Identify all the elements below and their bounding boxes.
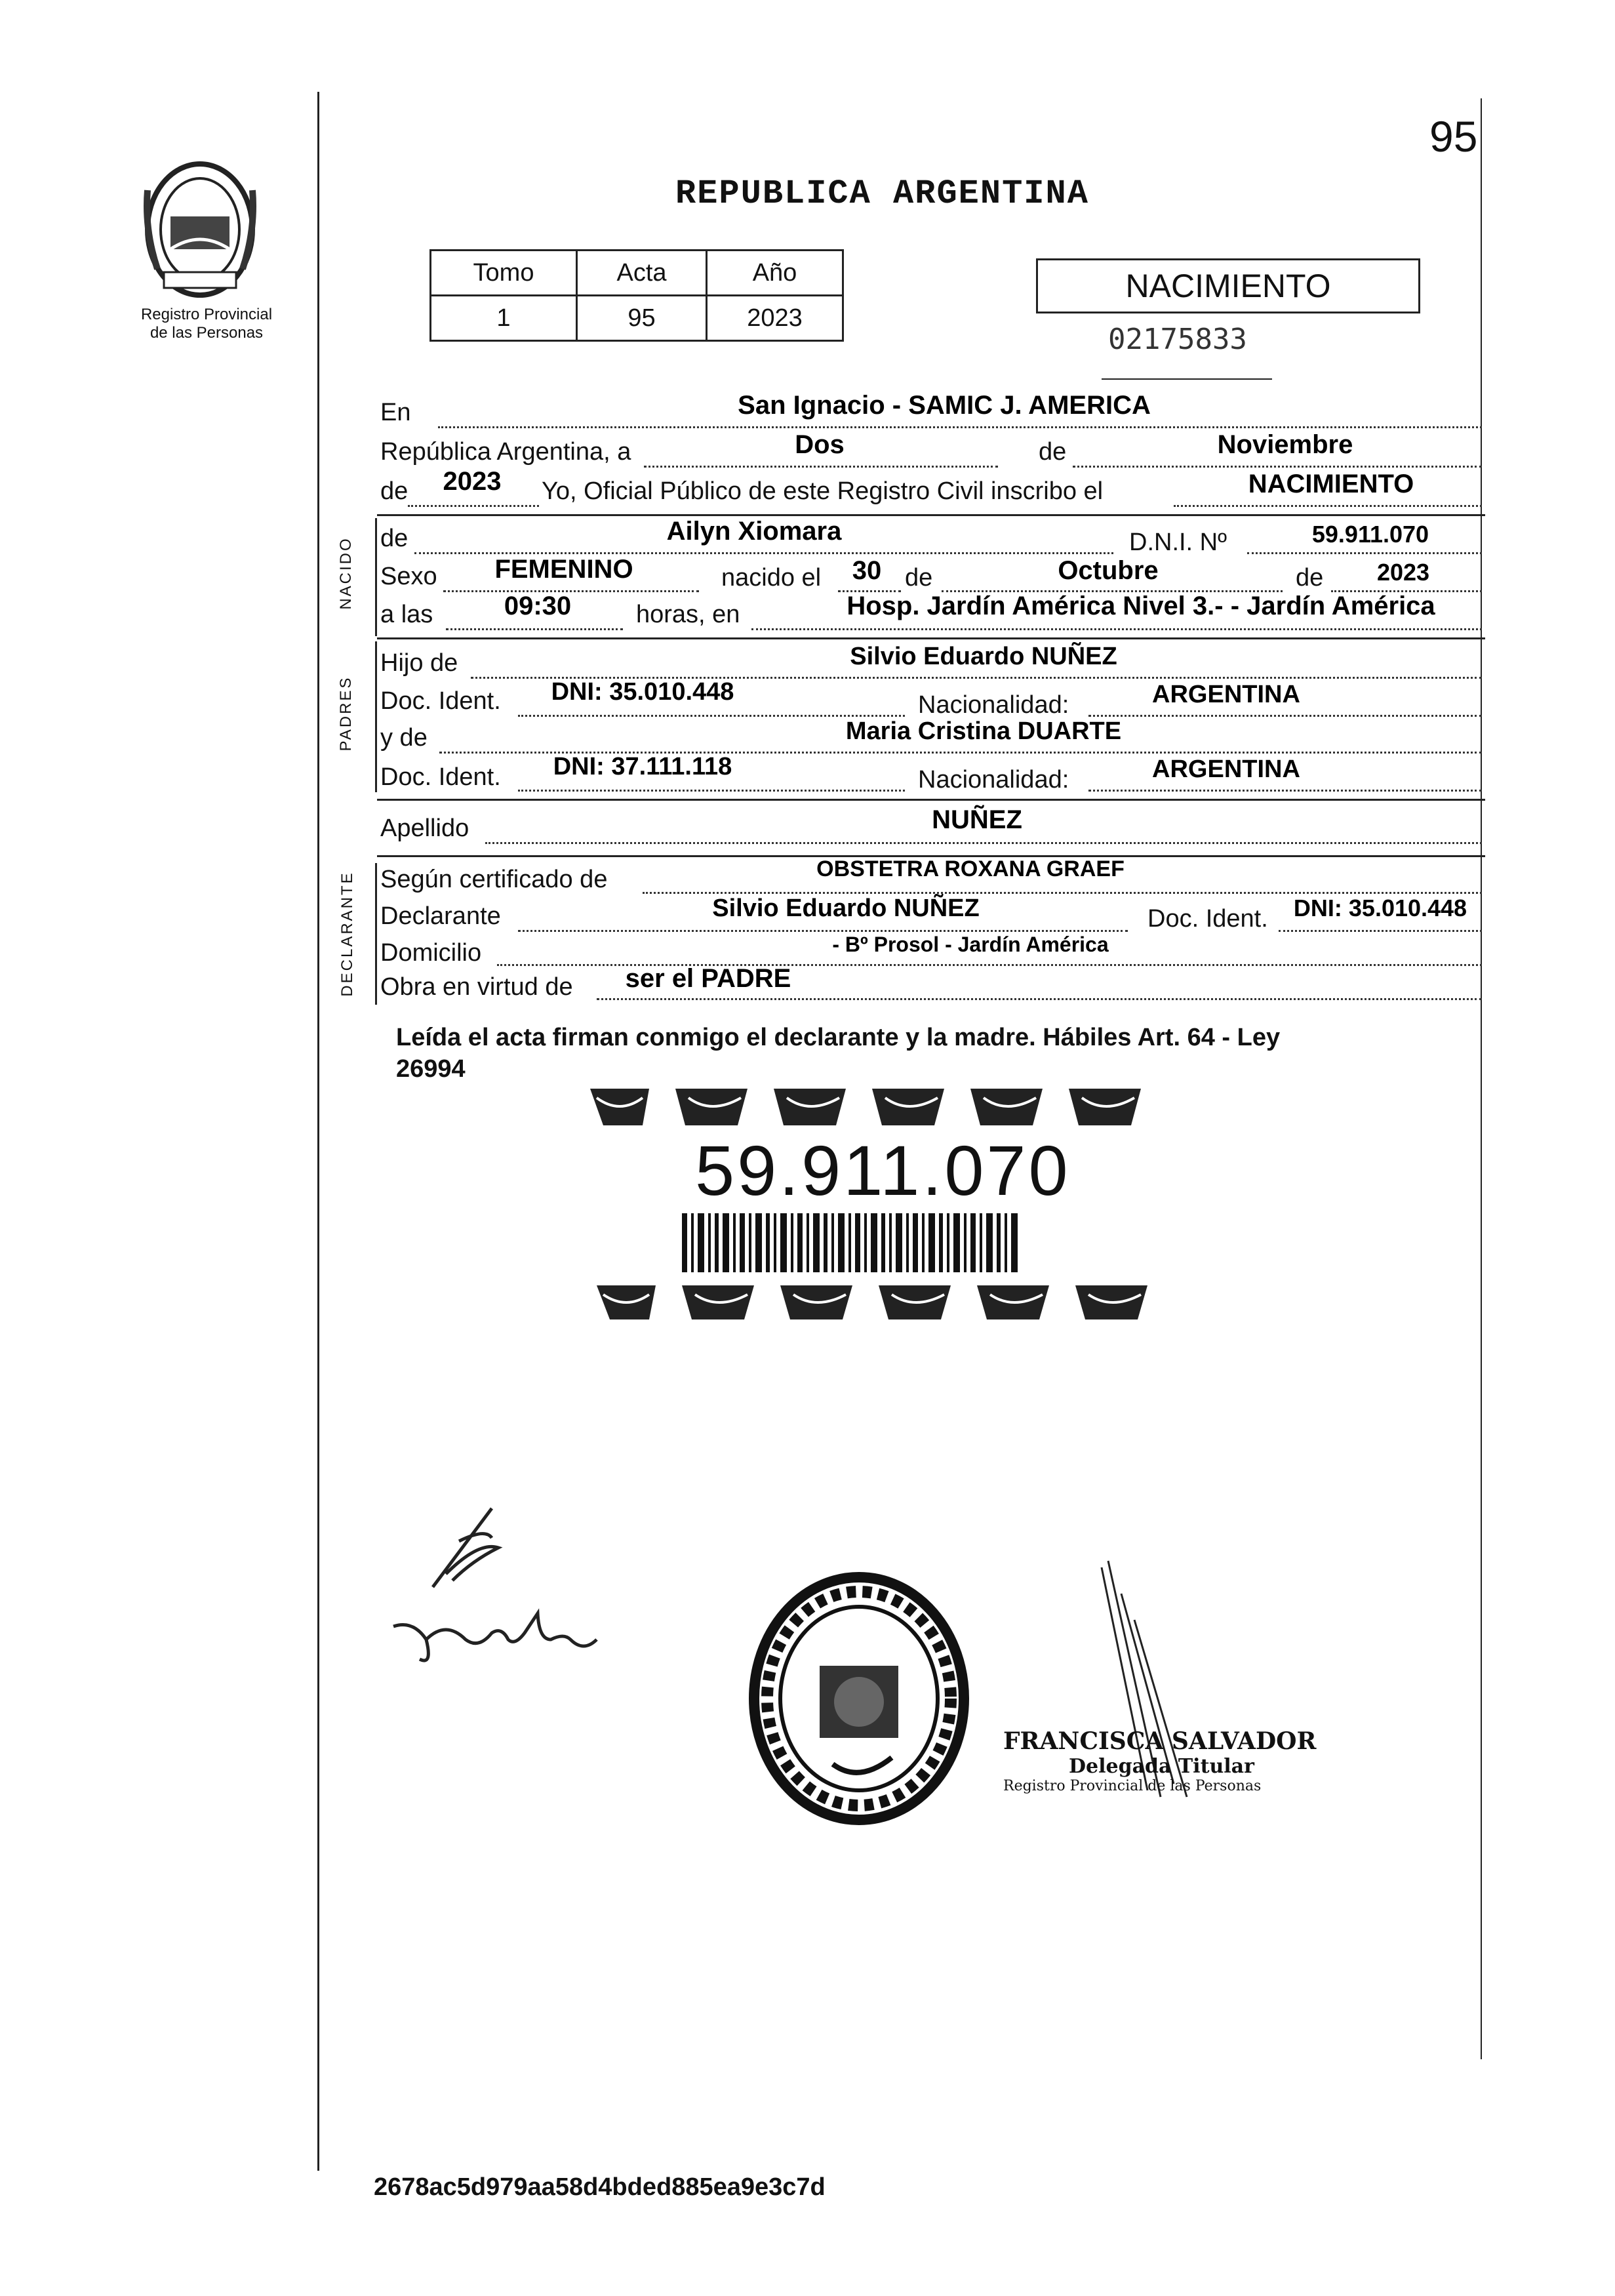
- dia-value: Dos: [795, 430, 845, 459]
- closing-note-line-1: Leída el acta firman conmigo el declarante y la madre. Hábiles Art. 64 - Ley: [396, 1024, 1281, 1051]
- dni-stamp-number: 59.911.070: [695, 1131, 1071, 1210]
- acta-header: Acta: [577, 251, 707, 296]
- alas-label: a las: [380, 601, 433, 628]
- dni-line: [1247, 552, 1482, 554]
- decl-doc-value: DNI: 35.010.448: [1293, 895, 1467, 921]
- padre-nac-line: [1088, 715, 1482, 717]
- stamp-pattern-top: [590, 1082, 1180, 1132]
- nacido-bracket: [375, 518, 377, 636]
- padre-doc-label: Doc. Ident.: [380, 687, 501, 715]
- decl-label: Declarante: [380, 902, 501, 930]
- en-value: San Ignacio - SAMIC J. AMERICA: [738, 391, 1151, 420]
- divider-3: [377, 799, 1485, 801]
- sexo-label: Sexo: [380, 563, 437, 590]
- signatory-name: FRANCISCA SALVADOR: [1003, 1727, 1317, 1755]
- padre-nac-label: Nacionalidad:: [918, 691, 1069, 719]
- serial-underline: [1102, 378, 1272, 380]
- hora-value: 09:30: [504, 592, 572, 620]
- decl-doc-line: [1279, 930, 1482, 932]
- de2-label: de: [1296, 564, 1324, 592]
- oficial-text: Yo, Oficial Público de este Registro Civil inscribo el: [542, 477, 1104, 505]
- page-number: 95: [1429, 112, 1478, 161]
- madre-doc-label: Doc. Ident.: [380, 763, 501, 791]
- madre-doc-line: [518, 790, 905, 792]
- nacido-de-label: de: [380, 525, 409, 552]
- registry-line-1: Registro Provincial: [140, 306, 273, 323]
- en-line: [438, 426, 1482, 428]
- signatory-block: [1003, 1727, 1357, 1794]
- decl-doc-label: Doc. Ident.: [1147, 905, 1268, 933]
- lugar-value: Hosp. Jardín América Nivel 3.- - Jardín América: [847, 592, 1435, 620]
- obra-label: Obra en virtud de: [380, 973, 573, 1001]
- signatory-role: Delegada Titular: [1069, 1755, 1254, 1778]
- barcode: [682, 1213, 1023, 1272]
- anio-value: 2023: [707, 296, 843, 341]
- madre-nac-value: ARGENTINA: [1152, 755, 1300, 783]
- signature-declarante: [420, 1502, 511, 1594]
- en-label: En: [380, 399, 411, 426]
- record-type-box: [1036, 258, 1420, 313]
- left-margin-line: [317, 92, 319, 2171]
- divider-2: [377, 637, 1485, 639]
- apellido-value: NUÑEZ: [932, 805, 1022, 834]
- nombre-line: [414, 552, 1113, 554]
- stamp-pattern-bottom: [597, 1279, 1187, 1326]
- misiones-logo: [131, 151, 269, 302]
- nombre-value: Ailyn Xiomara: [666, 517, 842, 546]
- dia-nac-value: 30: [852, 556, 882, 585]
- padre-doc-value: DNI: 35.010.448: [551, 678, 734, 706]
- anio-line: [408, 505, 539, 507]
- signatory-org: Registro Provincial de las Personas: [1003, 1778, 1262, 1794]
- declarante-bracket: [375, 863, 377, 1005]
- dom-label: Domicilio: [380, 939, 482, 967]
- sexo-value: FEMENINO: [494, 555, 633, 584]
- registry-name: [118, 306, 295, 342]
- closing-note-line-2: 26994: [396, 1055, 466, 1083]
- tomo-header: Tomo: [431, 251, 577, 296]
- nacido-side-label: NACIDO: [337, 536, 355, 610]
- inscribe-line: [1174, 505, 1482, 507]
- anio-header: Año: [707, 251, 843, 296]
- divider-1: [377, 514, 1485, 516]
- acta-value: 95: [577, 296, 707, 341]
- hijo-label: Hijo de: [380, 649, 458, 677]
- de1-label: de: [905, 564, 933, 592]
- yde-label: y de: [380, 724, 428, 752]
- decl-line: [518, 930, 1128, 932]
- nacido-el-label: nacido el: [721, 564, 822, 592]
- apellido-line: [485, 842, 1482, 844]
- mes-nac-value: Octubre: [1058, 556, 1159, 585]
- page-title: REPUBLICA ARGENTINA: [675, 174, 1089, 213]
- dia-line: [644, 466, 998, 468]
- mes-line: [1073, 466, 1482, 468]
- padre-value: Silvio Eduardo NUÑEZ: [850, 643, 1117, 670]
- de-label: de: [1039, 438, 1067, 466]
- dom-value: - Bº Prosol - Jardín América: [832, 933, 1109, 956]
- anio-prefix: de: [380, 477, 409, 505]
- padres-side-label: PADRES: [337, 675, 355, 752]
- madre-doc-value: DNI: 37.111.118: [553, 753, 732, 780]
- anio-nac-value: 2023: [1376, 559, 1430, 586]
- madre-nac-line: [1088, 790, 1482, 792]
- serial-number: 02175833: [1108, 323, 1247, 356]
- hora-line: [446, 628, 623, 630]
- obra-value: ser el PADRE: [625, 964, 791, 993]
- obra-line: [597, 998, 1482, 1000]
- tomo-value: 1: [431, 296, 577, 341]
- padre-nac-value: ARGENTINA: [1152, 681, 1300, 708]
- padre-doc-line: [518, 715, 905, 717]
- decl-value: Silvio Eduardo NUÑEZ: [712, 895, 980, 922]
- anio-value: 2023: [443, 467, 502, 496]
- dni-value: 59.911.070: [1311, 521, 1429, 548]
- lugar-line: [751, 628, 1482, 630]
- madre-value: Maria Cristina DUARTE: [845, 717, 1122, 745]
- republica-label: República Argentina, a: [380, 438, 631, 466]
- mes-value: Noviembre: [1217, 430, 1353, 459]
- padres-bracket: [375, 641, 377, 792]
- horas-label: horas, en: [636, 601, 740, 628]
- record-type: NACIMIENTO: [1125, 268, 1331, 304]
- declarante-side-label: DECLARANTE: [338, 871, 356, 997]
- inscribe-value: NACIMIENTO: [1248, 470, 1414, 498]
- tomo-acta-table: [429, 249, 844, 342]
- madre-nac-label: Nacionalidad:: [918, 766, 1069, 794]
- official-seal: [741, 1567, 977, 1830]
- cert-value: OBSTETRA ROXANA GRAEF: [816, 856, 1125, 881]
- signature-madre: [387, 1600, 610, 1672]
- document-hash: 2678ac5d979aa58d4bded885ea9e3c7d: [374, 2173, 826, 2201]
- cert-label: Según certificado de: [380, 866, 608, 893]
- registry-line-2: de las Personas: [150, 324, 264, 342]
- closing-note: [396, 1022, 1485, 1085]
- apellido-label: Apellido: [380, 815, 469, 842]
- cert-line: [643, 892, 1482, 894]
- dni-label: D.N.I. Nº: [1129, 529, 1227, 556]
